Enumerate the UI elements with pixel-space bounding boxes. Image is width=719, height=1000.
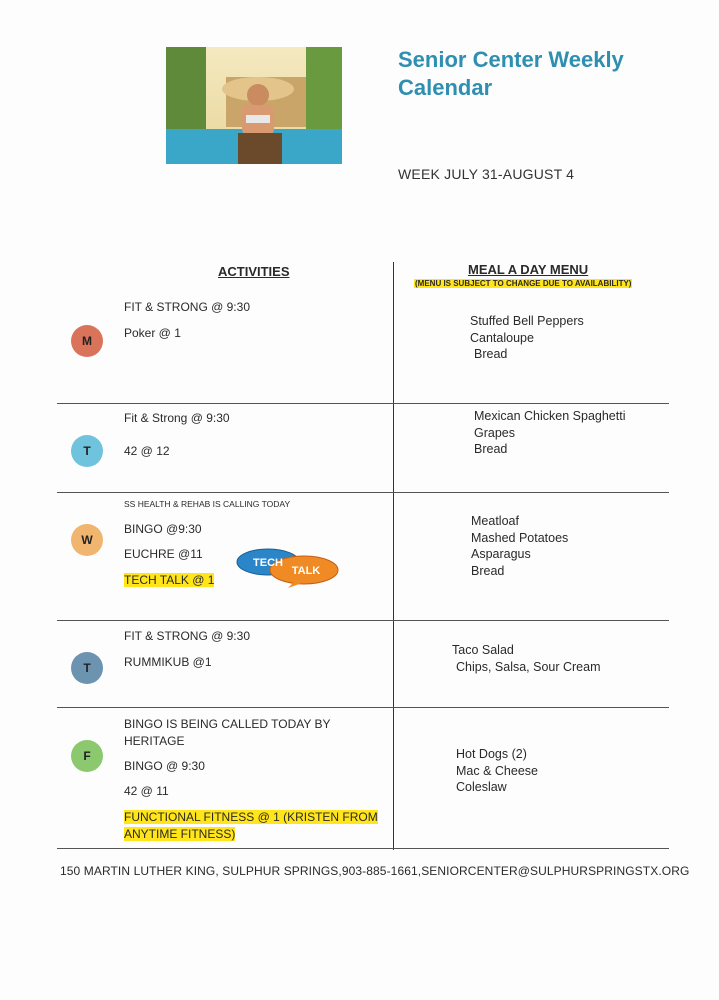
menu-item: Mashed Potatoes (471, 530, 569, 545)
menu-item: Bread (474, 442, 508, 456)
activity-item: FIT & STRONG @ 9:30 (124, 629, 250, 643)
day-circle-tuesday (71, 435, 103, 467)
menu-thursday (452, 642, 601, 675)
page-title (398, 46, 678, 102)
row-divider (57, 707, 669, 708)
highlighted-activity (124, 809, 378, 843)
activity-item: FIT & STRONG @ 9:30 (124, 300, 250, 314)
tech-talk-logo (236, 548, 340, 588)
highlight-line: FUNCTIONAL FITNESS @ 1 (KRISTEN FROM (124, 810, 378, 824)
activity-item: 42 @ 12 (124, 444, 170, 458)
highlight-line: ANYTIME FITNESS) (124, 827, 236, 841)
day-letter: T (83, 661, 91, 675)
menu-item: Mac & Cheese (456, 763, 538, 778)
announcement-line: BINGO IS BEING CALLED TODAY BY (124, 717, 331, 731)
menu-item: Hot Dogs (2) (456, 747, 527, 761)
menu-tuesday (474, 408, 625, 458)
day-circle-friday (71, 740, 103, 772)
menu-item: Meatloaf (471, 514, 519, 528)
activity-item: EUCHRE @11 (124, 547, 203, 561)
header-photo (166, 47, 342, 164)
menu-monday (470, 313, 584, 363)
meal-heading: MEAL A DAY MENU (468, 262, 589, 277)
menu-item: Taco Salad (452, 643, 514, 657)
highlighted-activity: TECH TALK @ 1 (124, 573, 215, 587)
announcement: SS HEALTH & REHAB IS CALLING TODAY (124, 499, 291, 509)
menu-item: Chips, Salsa, Sour Cream (456, 659, 601, 674)
day-letter: F (83, 749, 91, 763)
menu-item: Bread (474, 347, 508, 361)
menu-item: Asparagus (471, 547, 531, 561)
menu-friday (456, 746, 538, 796)
row-divider (57, 403, 669, 404)
day-circle-thursday (71, 652, 103, 684)
week-range: WEEK JULY 31-AUGUST 4 (398, 166, 575, 182)
activities-heading: ACTIVITIES (218, 264, 290, 279)
activity-item: RUMMIKUB @1 (124, 655, 212, 669)
menu-item: Cantaloupe (470, 330, 534, 345)
title-line-1: Senior Center Weekly (398, 47, 624, 72)
row-divider (57, 492, 669, 493)
logo-text: TALK (291, 565, 321, 577)
announcement-line: HERITAGE (124, 734, 185, 748)
column-divider (393, 262, 394, 850)
activity-item: BINGO @ 9:30 (124, 759, 205, 773)
footer-contact: 150 MARTIN LUTHER KING, SULPHUR SPRINGS,903-885-1661,SENIORCENTER@SULPHURSPRINGSTX.ORG (60, 864, 690, 878)
menu-note: (MENU IS SUBJECT TO CHANGE DUE TO AVAILABILITY) (415, 279, 632, 288)
day-letter: T (83, 444, 91, 458)
title-line-2: Calendar (398, 75, 493, 100)
activity-item: BINGO @9:30 (124, 522, 202, 536)
menu-item: Coleslaw (456, 780, 507, 794)
menu-item: Bread (471, 563, 505, 578)
activity-item: Fit & Strong @ 9:30 (124, 411, 230, 425)
day-letter: M (82, 334, 92, 348)
menu-item: Grapes (474, 425, 515, 440)
day-letter: W (81, 533, 93, 547)
logo-text: TECH (253, 557, 283, 569)
menu-item: Mexican Chicken Spaghetti (474, 409, 626, 423)
activity-item: Poker @ 1 (124, 326, 181, 340)
day-circle-monday (71, 325, 103, 357)
menu-item: Stuffed Bell Peppers (470, 314, 584, 328)
menu-wednesday (471, 513, 568, 579)
activity-item: 42 @ 11 (124, 784, 169, 798)
announcement (124, 716, 331, 750)
day-circle-wednesday (71, 524, 103, 556)
row-divider (57, 620, 669, 621)
row-divider (57, 848, 669, 849)
